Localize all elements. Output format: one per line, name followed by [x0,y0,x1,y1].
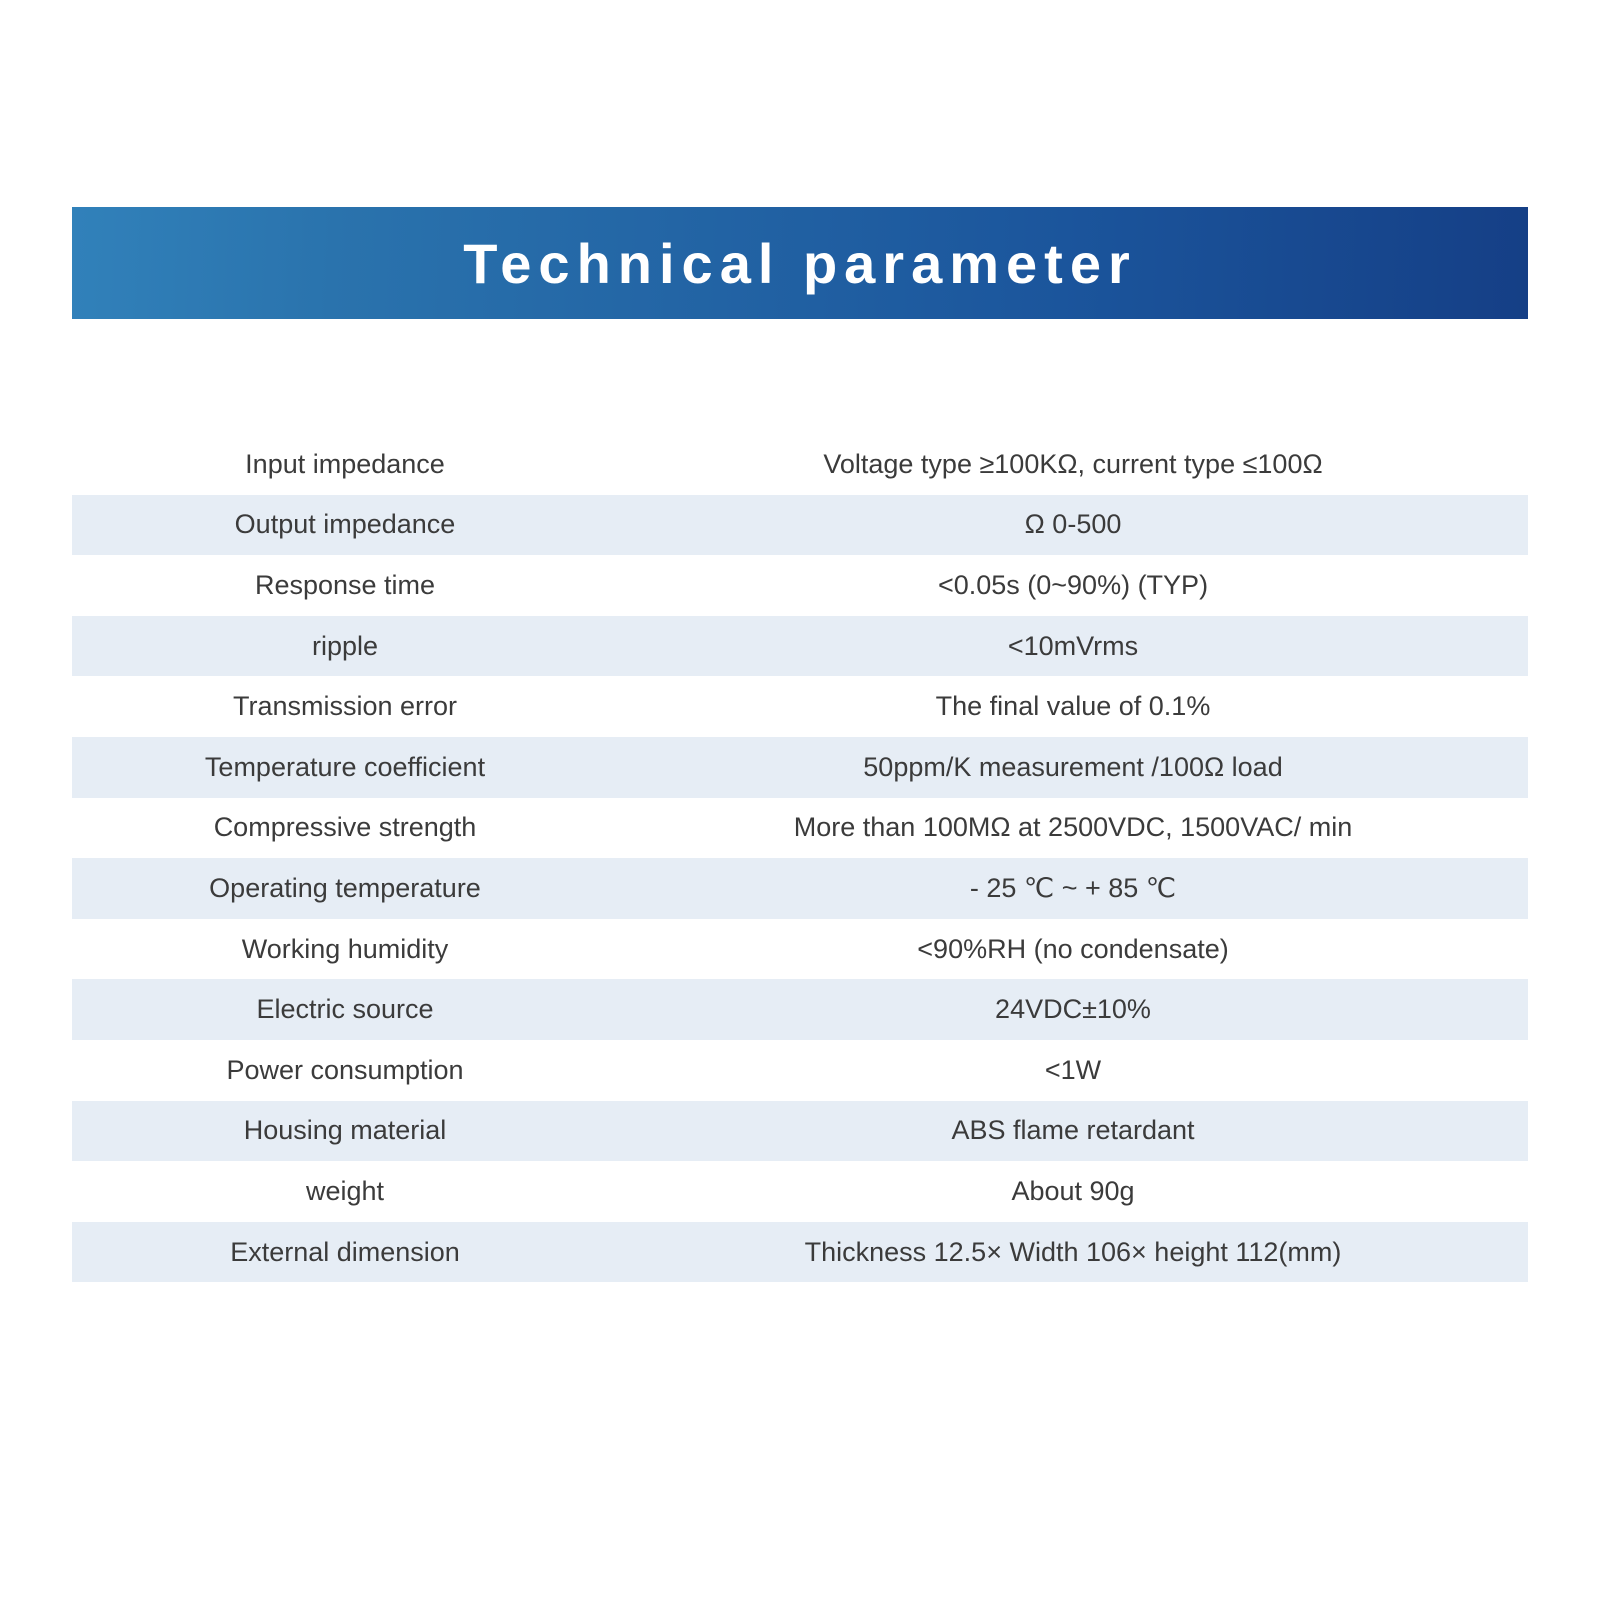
table-row [72,979,1528,1040]
row-label: Working humidity [241,933,449,964]
table-row [72,1101,1528,1162]
row-label: Electric source [256,994,434,1025]
table-row [72,555,1528,616]
page-title: Technical parameter [463,231,1137,295]
row-label: Output impedance [234,509,456,540]
row-label: Input impedance [245,448,445,479]
row-label: ripple [311,630,379,661]
row-label: Compressive strength [213,812,477,843]
row-label: Operating temperature [209,872,481,903]
row-value: More than 100MΩ at 2500VDC, 1500VAC/ min [793,812,1353,843]
table-row [72,1040,1528,1101]
title-banner [72,207,1528,319]
table-row [72,1222,1528,1283]
table-row [72,858,1528,919]
row-value: Thickness 12.5× Width 106× height 112(mm) [804,1236,1342,1267]
row-value: <0.05s (0~90%) (TYP) [937,569,1209,600]
spec-table [72,434,1528,1282]
table-row [72,737,1528,798]
row-value: Ω 0-500 [1024,509,1122,540]
row-value: <1W [1044,1054,1102,1085]
table-row [72,434,1528,495]
row-label: Temperature coefficient [204,751,486,782]
row-label: Housing material [243,1115,447,1146]
row-label: External dimension [230,1236,460,1267]
row-value: - 25 ℃ ~ + 85 ℃ [969,872,1177,903]
row-value: About 90g [1011,1175,1135,1206]
row-label: Response time [254,569,436,600]
row-value: ABS flame retardant [951,1115,1195,1146]
row-value: <90%RH (no condensate) [917,933,1229,964]
row-value: 24VDC±10% [995,994,1151,1025]
row-value: The final value of 0.1% [935,691,1211,722]
row-value: 50ppm/K measurement /100Ω load [863,751,1283,782]
table-row [72,798,1528,859]
row-value: Voltage type ≥100KΩ, current type ≤100Ω [823,448,1323,479]
row-label: Transmission error [232,691,458,722]
row-label: Power consumption [226,1054,464,1085]
table-row [72,919,1528,980]
row-value: <10mVrms [1007,630,1139,661]
row-label: weight [305,1175,385,1206]
table-row [72,616,1528,677]
table-row [72,495,1528,556]
table-row [72,676,1528,737]
table-row [72,1161,1528,1222]
